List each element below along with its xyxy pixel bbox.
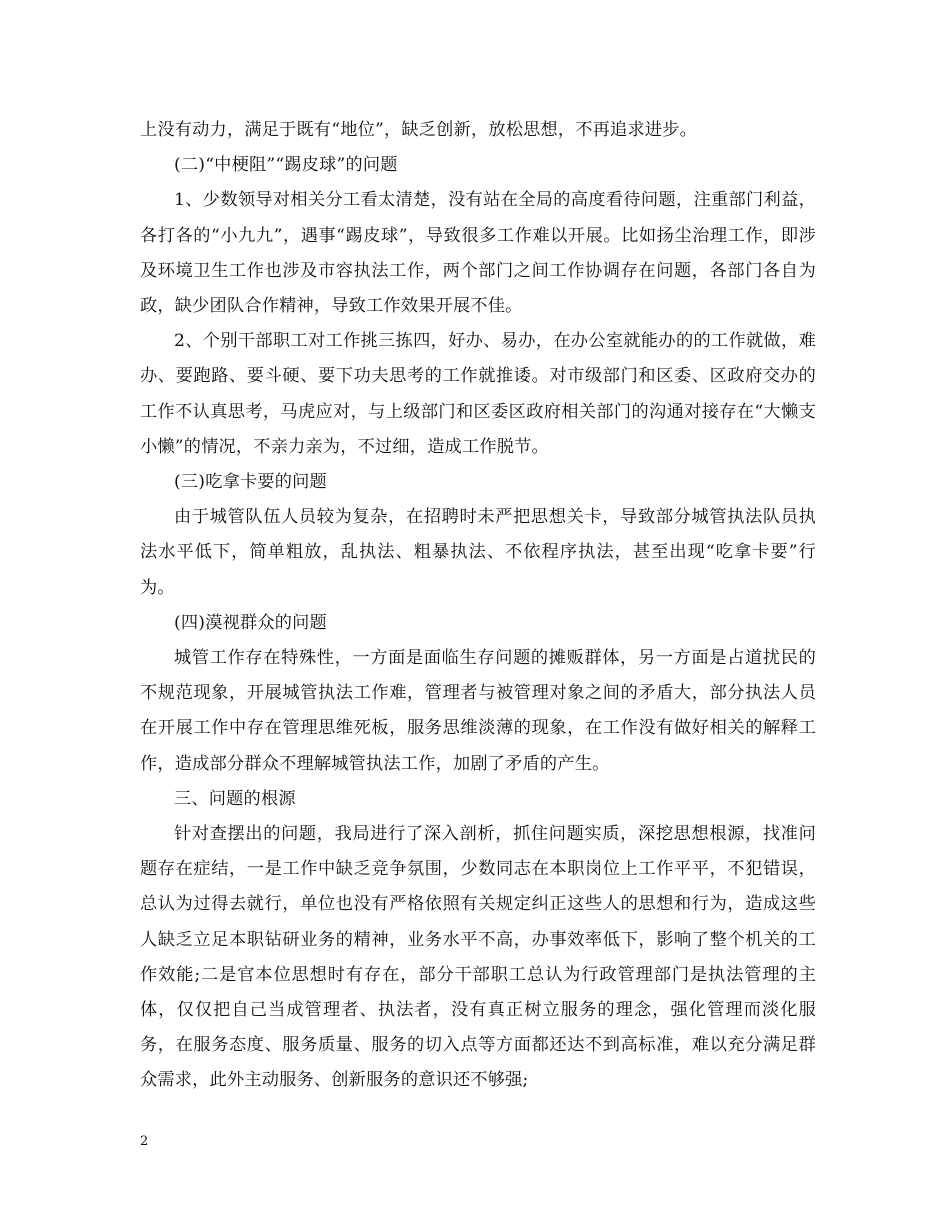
- paragraph-8: 城管工作存在特殊性，一方面是面临生存问题的摊贩群体，另一方面是占道扰民的不规范现象，开展城管执法工作难，管理者与被管理对象之间的矛盾大，部分执法人员在开展工作中存在管理思维死板，服务思维淡薄的现象，在工作没有做好相关的解释工作，造成部分群众不理解城管执法工作，加剧了矛盾的产生。: [140, 648, 816, 774]
- paragraph-1: 上没有动力，满足于既有“地位”，缺乏创新，放松思想，不再追求进步。: [140, 120, 697, 140]
- section-heading-4: (四)漠视群众的问题: [174, 612, 327, 633]
- section-heading-2: (二)“中梗阻”“踢皮球”的问题: [174, 155, 398, 176]
- paragraph-3: 1、少数领导对相关分工看太清楚，没有站在全局的高度看待问题，注重部门利益，各打各的“小九九”，遇事“踢皮球”，导致很多工作难以开展。比如扬尘治理工作，即涉及环境卫生工作也涉及市容执法工作，两个部门之间工作协调存在问题，各部门各自为政，缺少团队合作精神，导致工作效果开展不佳。: [140, 190, 816, 317]
- section-heading-3: (三)吃拿卡要的问题: [174, 472, 327, 493]
- paragraph-10: 针对查摆出的问题，我局进行了深入剖析，抓住问题实质，深挖思想根源，找准问题存在症结，一是工作中缺乏竞争氛围，少数同志在本职岗位上工作平平，不犯错误，总认为过得去就行，单位也没有严格依照有关规定纠正这些人的思想和行为，造成这些人缺乏立足本职钻研业务的精神，业务水平不高，办事效率低下，影响了整个机关的工作效能;二是官本位思想时有存在，部分干部职工总认为行政管理部门是执法管理的主体，仅仅把自己当成管理者、执法者，没有真正树立服务的理念，强化管理而淡化服务，在服务态度、服务质量、服务的切入点等方面都还达不到高标准，难以充分满足群众需求，此外主动服务、创新服务的意识还不够强;: [140, 824, 816, 1091]
- page-number: 2: [140, 1134, 149, 1149]
- paragraph-4: 2、个别干部职工对工作挑三拣四，好办、易办，在办公室就能办的的工作就做，难办、要跑路、要斗硬、要下功夫思考的工作就推诿。对市级部门和区委、区政府交办的工作不认真思考，马虎应对，与上级部门和区委区政府相关部门的沟通对接存在“大懒支小懒”的情况，不亲力亲为，不过细，造成工作脱节。: [140, 331, 816, 457]
- section-heading-root-cause: 三、问题的根源: [174, 788, 296, 809]
- document-body: [140, 113, 816, 1099]
- paragraph-6: 由于城管队伍人员较为复杂，在招聘时未严把思想关卡，导致部分城管执法队员执法水平低下，简单粗放，乱执法、粗暴执法、不依程序执法，甚至出现“吃拿卡要”行为。: [140, 507, 816, 598]
